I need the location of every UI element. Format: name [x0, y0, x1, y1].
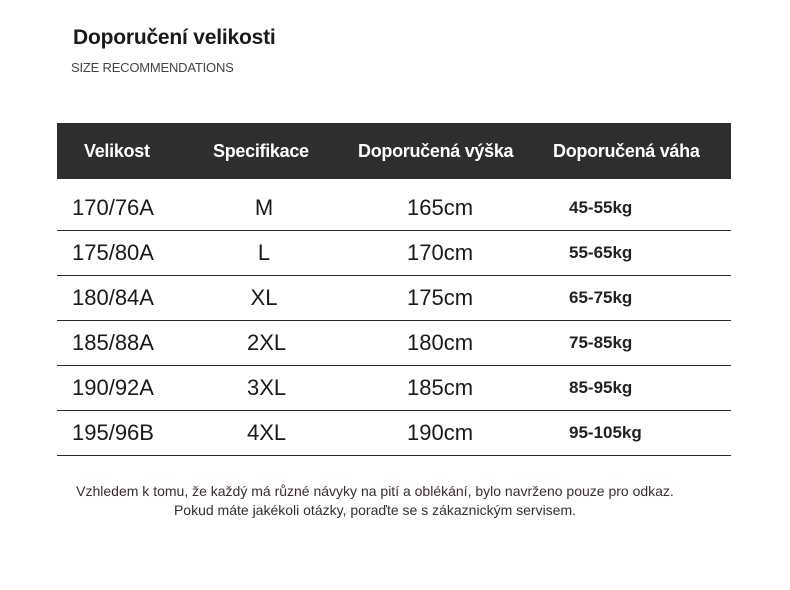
- cell-weight: 55-65kg: [569, 243, 633, 262]
- cell-size: 180/84A: [72, 285, 154, 310]
- cell-height: 170cm: [407, 240, 474, 265]
- cell-weight: 45-55kg: [569, 198, 633, 217]
- cell-weight: 95-105kg: [569, 423, 642, 442]
- page-title: Doporučení velikosti: [73, 26, 276, 49]
- cell-weight: 85-95kg: [569, 378, 633, 397]
- cell-size: 190/92A: [72, 375, 154, 400]
- cell-height: 180cm: [407, 330, 474, 355]
- cell-spec: 3XL: [247, 375, 287, 400]
- cell-spec: L: [257, 240, 271, 265]
- cell-spec: 4XL: [247, 420, 287, 445]
- footnote-line-2: Pokud máte jakékoli otázky, poraďte se s zákaznickým servisem.: [173, 502, 577, 518]
- cell-height: 185cm: [407, 375, 474, 400]
- table-row: [57, 231, 731, 276]
- cell-weight: 65-75kg: [569, 288, 633, 307]
- column-header-height: Doporučená výška: [358, 141, 514, 161]
- cell-spec: XL: [250, 285, 278, 310]
- table-header: [57, 123, 731, 179]
- table-row: [57, 321, 731, 366]
- column-header-weight: Doporučená váha: [553, 141, 700, 161]
- cell-spec: 2XL: [247, 330, 287, 355]
- cell-height: 165cm: [407, 195, 474, 220]
- size-table: [57, 123, 731, 456]
- footnote-line-1: Vzhledem k tomu, že každý má různé návyky na pití a oblékání, bylo navrženo pouze pro odkaz.: [76, 483, 674, 499]
- cell-spec: M: [254, 195, 274, 220]
- cell-size: 185/88A: [72, 330, 154, 355]
- cell-weight: 75-85kg: [569, 333, 633, 352]
- column-header-spec: Specifikace: [213, 141, 309, 161]
- table-row: [57, 276, 731, 321]
- table-row: [57, 179, 731, 231]
- cell-size: 195/96B: [72, 420, 154, 445]
- table-row: [57, 411, 731, 456]
- cell-height: 175cm: [407, 285, 474, 310]
- page-subtitle: SIZE RECOMMENDATIONS: [71, 60, 234, 75]
- cell-size: 170/76A: [72, 195, 154, 220]
- table-row: [57, 366, 731, 411]
- cell-height: 190cm: [407, 420, 474, 445]
- cell-size: 175/80A: [72, 240, 154, 265]
- table-body: [57, 179, 731, 456]
- column-header-size: Velikost: [84, 141, 150, 161]
